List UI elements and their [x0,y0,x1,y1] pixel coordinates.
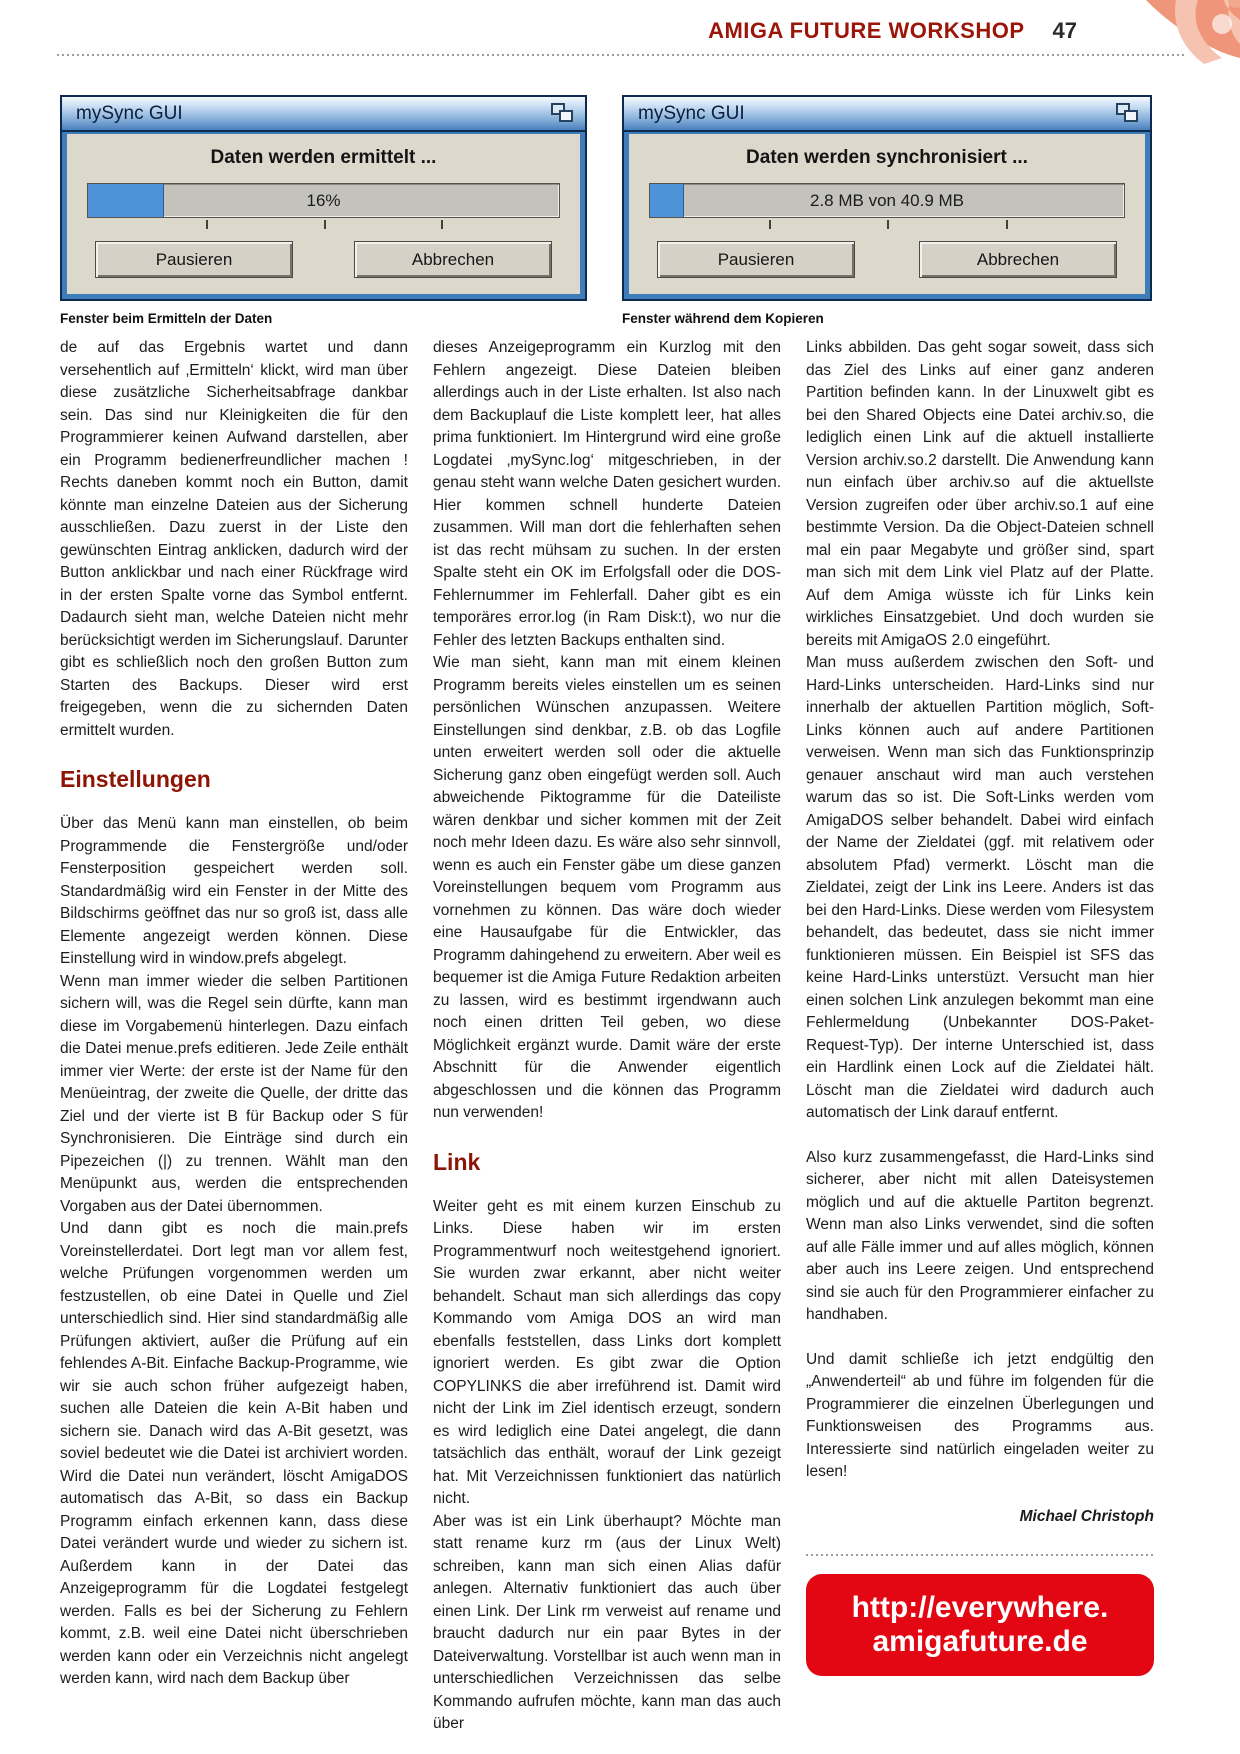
window-body [67,134,580,294]
paragraph: Wenn man immer wieder die selben Partitionen sichern will, was die Regel sein dürfte, kann man diese im Vorgabemenü hinterlegen. Dazu einfach die Datei menue.prefs editieren. Jede Zeile enthält immer vier Werte: der erste ist der Name für den Menüeintrag, der zweite die Quelle, der dritte das Ziel und der vierte ist B für Backup oder S für Synchronisieren. Die Einträge sind durch ein Pipezeichen (|) zu trennen. Wählt man den Menüpunkt aus, werden die entsprechenden Vorgaben aus der Datei übernommen. [60,972,408,1215]
screenshot-caption-right: Fenster während dem Kopieren [622,311,824,326]
paragraph: Und dann gibt es noch die main.prefs Voreinstellerdatei. Dort legt man vor allem fest, welche Prüfungen vorgenommen werden um festzustellen, ob eine Datei in Quelle und Ziel unterschiedlich sind. Hier sind standardmäßig alle Prüfungen aktiviert, außer die Prüfung auf ein fehlendes A-Bit. Einfache Backup-Programme, wie wir sie auch schon früher aufgezeigt haben, suchen alle Dateien die kein A-Bit haben und sichern sie. Danach wird das A-Bit gesetzt, was soviel bedeutet wie die Datei ist archiviert worden. Wird die Datei nun verändert, löscht AmigaDOS automatisch das A-Bit, so dass ein Backup Programm einfach erkennen kann, dass diese Datei verändert wurde und wieder zu sichern ist. Außerdem kann in der Datei das Anzeigeprogramm für die Logdatei festgelegt werden. Falls es bei der Sicherung zu Fehlern kommt, z.B. weil eine Datei nicht überschrieben werden kann oder ein Verzeichnis nicht angelegt werden kann, wird nach dem Backup über [60,1220,408,1687]
paragraph-block [433,1196,781,1736]
status-text: Daten werden synchronisiert ... [746,147,1028,168]
progress-bar [87,183,560,218]
cancel-button[interactable]: Abbrechen [354,241,552,278]
titlebar[interactable] [624,97,1150,132]
window-mysync-ermitteln [60,95,587,301]
depth-gadget-icon[interactable] [551,103,577,125]
progress-label: 16% [306,190,341,210]
section-heading-einstellungen: Einstellungen [60,766,211,792]
window-title: mySync GUI [76,102,183,124]
depth-gadget-icon[interactable] [1116,103,1142,125]
author-signature: Michael Christoph [1019,1507,1154,1525]
status-text: Daten werden ermittelt ... [210,147,437,168]
article-column-2 [433,337,781,1736]
window-body [629,134,1145,294]
progress-bar [649,183,1125,218]
pause-button[interactable]: Pausieren [657,241,855,278]
footer-divider [806,1554,1154,1556]
progress-label: 2.8 MB von 40.9 MB [809,190,965,210]
tick-marks [650,220,1124,229]
paragraph: Über das Menü kann man einstellen, ob beim Programmende die Fenstergröße und/oder Fensterposition gespeichert werden soll. Standardmäßig wird ein Fenster in der Mitte des Bildschirms geöffnet das nur so groß ist, dass alle Elemente angezeigt werden können. Diese Einstellung wird in window.prefs abgelegt. [60,815,408,967]
section-heading-link: Link [433,1148,481,1175]
pause-button[interactable]: Pausieren [95,241,293,278]
section-title: AMIGA FUTURE WORKSHOP [708,18,1025,43]
promo-url-line1: http://everywhere. [851,1590,1109,1624]
paragraph-block [433,337,781,1125]
paragraph-block [806,1349,1154,1484]
titlebar[interactable] [62,97,585,132]
promo-url-box[interactable] [806,1574,1154,1676]
paragraph-block [60,813,408,1691]
cancel-button[interactable]: Abbrechen [919,241,1117,278]
paragraph-block [806,1147,1154,1327]
header-divider [57,54,1185,56]
paragraph: Also kurz zusammengefasst, die Hard-Links sind sicherer, aber nicht mit allen Dateisystemen möglich und auf die aktuelle Partiton begrenzt. Wenn man also Links verwendet, sind die soften auf alle Fälle immer und auf alles möglich, können aber auch ins Leere zeigen. Und entsprechend sind sie auch für den Programmierer einfacher zu handhaben. [806,1148,1154,1323]
paragraph: Man muss außerdem zwischen den Soft- und Hard-Links unterscheiden. Hard-Links sind nur innerhalb der aktuellen Partition möglich, Soft-Links können auch auf andere Partitionen verweisen. Wenn man sich das Funktionsprinzip genauer anschaut wird man auch verstehen warum das so ist. Die Soft-Links werden vom AmigaDOS selber behandelt. Dabei wird einfach der Name der Zieldatei (ggf. mit relativem oder absolutem Pfad) vermerkt. Löscht man die Zieldatei, zeigt der Link ins Leere. Anders ist das bei den Hard-Links. Diese werden vom Filesystem behandelt, das bedeutet, dass sie nicht immer funktionieren müssen. Ein Beispiel ist SFS das keine Hard-Links unterstüzt. Versucht man hier einen solchen Link anzulegen bekommt man eine Fehlermeldung (Unbekannter DOS-Paket-Request-Typ). Der interne Unterschied ist, dass ein Hardlink einen Lock auf die Zieldatei hält. Löscht man die Zieldatei wird dadurch auch automatisch der Link darauf entfernt. [806,654,1154,1121]
paragraph: de auf das Ergebnis wartet und dann versehentlich auf ‚Ermitteln‘ klickt, wird man über diese zusätzliche Sicherheitsabfrage dankbar sein. Das sind nur Kleinigkeiten die für den Programmierer keinen Aufwand darstellen, aber ein Programm bedienerfreundlicher machen ! Rechts daneben kommt noch ein Button, damit könnte man einzelne Dateien aus der Sicherung ausschließen. Dazu zuerst in der Liste den gewünschten Eintrag anklicken, dadurch wird der Button anklickbar und nach einer Rückfrage wird in der ersten Spalte vorne das Symbol entfernt. Dadaurch sieht man, welche Dateien nicht mehr berücksichtigt werden im Sicherungslauf. Darunter gibt es schließlich noch den großen Button zum Starten des Backups. Dieser wird erst freigegeben, wenn die zu sichernden Daten ermittelt wurden. [60,339,408,739]
promo-url-line2: amigafuture.de [872,1625,1088,1658]
article-column-3 [806,337,1154,1676]
paragraph: Wie man sieht, kann man mit einem kleinen Programm bereits vieles einstellen um es seinen persönlichen Wünschen anzupassen. Weitere Einstellungen sind denkbar, z.B. ob das Logfile unten erweitert werden soll oder die aktuelle Sicherung ganz oben eingefügt werden soll. Auch abweichende Piktogramme für die Dateiliste wären denkbar und sicher kommen mit der Zeit noch mehr Ideen dazu. Es wäre also sehr sinnvoll, wenn es auch ein Fenster gäbe um diese ganzen Voreinstellungen bequem vom Programm aus vornehmen zu können. Das wäre doch wieder eine Hausaufgabe für die Entwickler, das Programm dahingehend zu erweitern. Aber weil es bequemer ist die Amiga Future Redaktion arbeiten zu lassen, wird es bestimmt irgendwann auch noch einen dritten Teil geben, wo diese Möglichkeit ergänzt wurde. Damit wäre der erste Abschnitt für die Anwender eigentlich abgeschlossen und die können das Programm nun verwenden! [433,654,781,1121]
paragraph: Links abbilden. Das geht sogar soweit, dass sich das Ziel des Links auf einer ganz anderen Partition befinden kann. In der Linuxwelt gibt es bei den Shared Objects eine Datei archiv.so, die lediglich einen Link auf die aktuell installierte Version archiv.so.2 darstellt. Die Anwendung kann nun einfach über archiv.so auf die aktuellste Version zugreifen oder über archiv.so.1 auf eine bestimmte Version. Da die Object-Dateien schnell mal ein paar Megabyte und größer sind, spart man sich mit dem Link viel Platz auf der Platte. Auf dem Amiga wüsste ich für Links kein wirkliches Einsatzgebiet. Und doch wurden sie bereits mit AmigaOS 2.0 eingeführt. [806,339,1154,649]
paragraph: dieses Anzeigeprogramm ein Kurzlog mit den Fehlern angezeigt. Diese Dateien bleiben allerdings auch in der Liste erhalten. Ist also nach dem Backuplauf die Liste komplett leer, hat alles prima funktioniert. Im Hintergrund wird eine große Logdatei ‚mySync.log‘ mitgeschrieben, in der genau steht wann welche Daten gesichert wurden. Hier kommen schnell hunderte Dateien zusammen. Will man dort die fehlerhaften sehen ist das recht mühsam zu suchen. In der ersten Spalte steht ein OK im Erfolgsfall oder die DOS-Fehlernummer im Fehlerfall. Daher gibt es ein temporäres error.log (in Ram Disk:t), wo nur die Fehler des letzten Backups enthalten sind. [433,339,781,649]
article-column-1 [60,337,408,1691]
paragraph-block [806,337,1154,1125]
page-number: 47 [1052,18,1077,43]
paragraph: Und damit schließe ich jetzt endgültig den „Anwenderteil“ ab und führe im folgenden für die Programmierer die einzelnen Überlegungen und Funktionsweisen des Programms aus. Interessierte sind natürlich eingeladen weiter zu lesen! [806,1350,1154,1480]
page-header [57,18,1077,44]
screenshot-caption-left: Fenster beim Ermitteln der Daten [60,311,273,326]
paragraph-block [60,337,408,742]
paragraph: Aber was ist ein Link überhaupt? Möchte man statt rename kurz rm (aus der Linux Welt) schreiben, kann man sich einen Alias dafür anlegen. Alternativ funktioniert das auch über einen Link. Der Link rm verweist auf rename und braucht dadurch nur ein paar Bytes in der Dateiverwaltung. Vorstellbar ist auch wenn man in unterschiedlichen Verzeichnissen das selbe Kommando aufrufen möchte, kann man das auch über [433,1512,781,1732]
paragraph: Weiter geht es mit einem kurzen Einschub zu Links. Diese haben wir im ersten Programmentwurf noch weitestgehend ignoriert. Sie wurden zwar erkannt, aber nicht weiter behandelt. Schaut man sich allerdings das copy Kommando vom Amiga DOS an wird man ebenfalls feststellen, dass Links dort komplett ignoriert werden. Es gibt zwar die Option COPYLINKS die aber irreführend ist. Damit wird nicht der Link im Ziel identisch erzeugt, sondern es wird lediglich eine Datei angelegt, die dann tatsächlich das enthält, worauf der Link gezeigt hat. Mit Verzeichnissen funktioniert das natürlich nicht. [433,1197,781,1507]
window-title: mySync GUI [638,102,745,124]
window-mysync-synchronisieren [622,95,1152,301]
tick-marks [88,220,559,229]
